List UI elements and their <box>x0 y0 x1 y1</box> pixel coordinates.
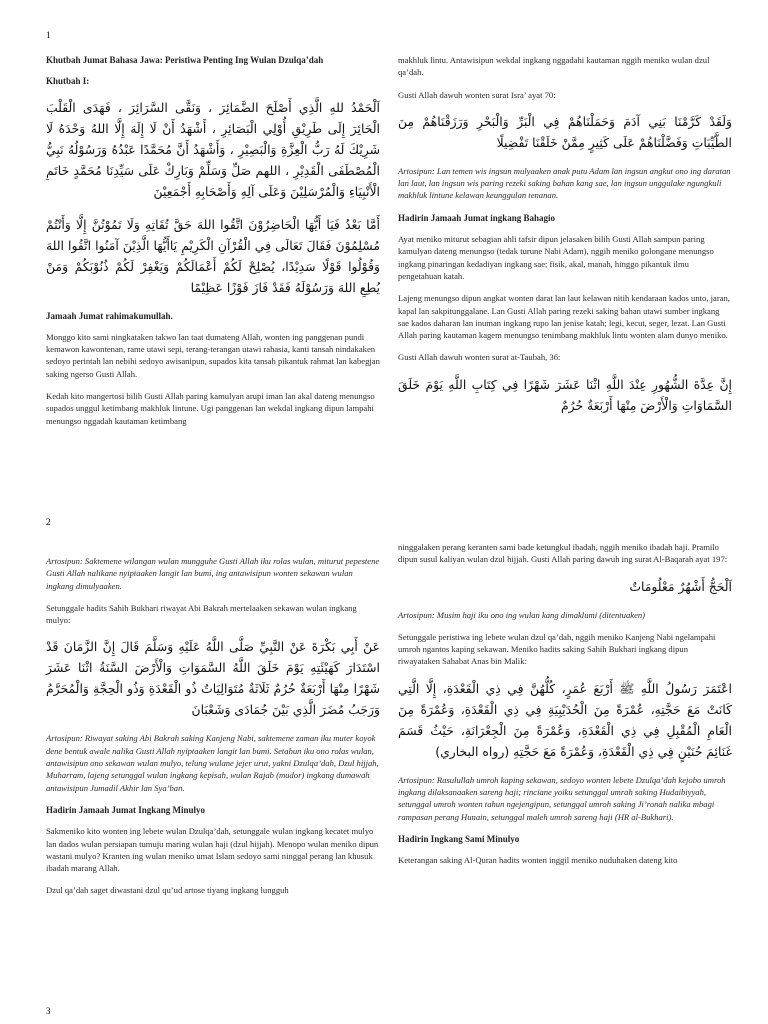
paragraph: ninggalaken perang keranten sami bade ketungkul ibadah, nggih meniko ibadah haji. Pramilo dipun susul kaliyan wulan dzul hijjah. Gusti Allah paring dawuh ing surat Al-Baqarah ayat 197: <box>398 542 728 565</box>
paragraph: Kedah kito mangertosi bilih Gusti Allah paring kamulyan arupi iman lan akal dateng menungso supados unggul ketimbang makhluk lintune. Ugi panggenan lan wekdal ingkang dipun lampahi menungso nggadah kautaman ketimbang <box>46 391 375 426</box>
document-page-2 <box>0 505 768 1000</box>
paragraph: Keterangan saking Al-Quran hadits wonten inggil meniko nuduhaken dateng kito <box>398 855 678 866</box>
arabic-text: اَلْحَمْدُ للهِ الَّذِي أَصْلَحَ الضَّمَائِرَ ، وَنَقَّى السَّرَائِرَ ، فَهَدَى الْقَلْبَ الْحَائِرَ إِلَى طَرِيْقِ أُوْلِي الْبَصَائِرِ ، أَشْهَدُ أَنْ لَا إِلَهَ إِلَّا اللهُ وَحْدَهُ لَا شَرِيْكَ لَهُ رَبُّ الْعِزَّةِ وَالْبَصِيْرِ ، وَأَشْهَدُ أَنَّ مُحَمَّدًا عَبْدُهُ وَرَسُوْلُهُ نَبِيُّ الْمُصْطَفَى الْقَدِيْرِ ، اللهم صَلِّ وَسَلِّمْ وَبَارِكْ عَلَى سَيِّدِنَا مُحَمَّدٍ خَاتَمِ الْأَنْبِيَاءِ وَالْمُرْسَلِيْنَ وَعَلَى آلِهِ وَأَصْحَابِهِ أَجْمَعِيْنَ <box>46 99 380 199</box>
paragraph: makhluk lintu. Antawisipun wekdal ingkang nggadahi kautaman nggih meniko wulan dzul qa’dah. <box>398 55 710 78</box>
translation-paragraph: Artosipun: Musim haji iku ono ing wulan kang dimaklumi (ditentuaken) <box>398 609 646 620</box>
section-heading: Hadirin Jamaah Jumat ingkang Bahagio <box>398 212 556 223</box>
section-heading: Khutbah Jumat Bahasa Jawa: Peristiwa Penting Ing Wulan Dzulqa’dah <box>46 55 324 65</box>
left-column <box>46 555 380 907</box>
section-heading: Khutbah I: <box>46 76 90 87</box>
section-heading: Jamaah Jumat rahimakumullah. <box>46 310 173 321</box>
paragraph: Ayat meniko miturut sebagian ahli tafsir dipun jelasaken bilih Gusti Allah sampun paring kamulyan dateng menungso (tedak turune Nabi Adam), nggih meniko golongane menungso ingkang pinaringan kedadiyan ingkang sae; fisik, akal, manah, hinggo pikantuk ilmu pengetahuan katah. <box>398 234 714 281</box>
paragraph: Monggo kito sami ningkataken takwo lan taat dumateng Allah, wonten ing panggenan pundi kemawon kawontenan, rame utawi sepi, terang-terangan utawi rahasia, kanti tansah nindakaken sedoyo perintah lan nebihi sedoyo awisanipun, supados kita tansah pikantuk rahmat lan kabegjan saking ngerso Gusti Allah. <box>46 331 380 379</box>
page-number: 2 <box>46 517 51 527</box>
arabic-text: وَلَقَدْ كَرَّمْنَا بَنِي آدَمَ وَحَمَلْنَاهُمْ فِي الْبَرِّ وَالْبَحْرِ وَرَزَقْنَاهُمْ مِنَ الطَّيِّبَاتِ وَفَضَّلْنَاهُمْ عَلَى كَثِيرٍ مِمَّنْ خَلَقْنَا تَفْضِيلًا <box>398 113 732 150</box>
paragraph: Sakmeniko kito wonten ing lebete wulan Dzulqa’dah, setunggale wulan ingkang kecatet mulyo lan dados wulan persiapan tumuju maring wulan haji (dzul hijjah). Menopo wulan meniko dipun wastani mulyo? Kranten ing wulan meniko umat Islam sedoyo sami ninggal perang lan khusuk ibadah marang Allah. <box>46 826 379 874</box>
arabic-text: اعْتَمَرَ رَسُولُ اللَّهِ ﷺ أَرْبَعَ عُمَرٍ، كُلُّهُنَّ فِي ذِي الْقَعْدَةِ، إِلَّا الَّتِي كَانَتْ مَعَ حَجَّتِهِ، عُمْرَةً مِنَ الْحُدَيْبِيَةِ فِي ذِي الْقَعْدَةِ، وَعُمْرَةً مِنَ الْعَامِ الْمُقْبِلِ فِي ذِي الْقَعْدَةِ، وَعُمْرَةً مِنَ الْجِعْرَانَةِ، حَيْثُ قَسَمَ غَنَائِمَ حُنَيْنٍ فِي ذِي الْقَعْدَةِ، وَعُمْرَةً مَعَ حَجَّتِهِ (رواه البخاري) <box>398 680 732 759</box>
page-number: 1 <box>46 30 51 40</box>
document-page-1 <box>0 0 768 505</box>
arabic-text: عَنْ أَبِي بَكْرَةَ عَنْ النَّبِيِّ صَلَّى اللَّهُ عَلَيْهِ وَسَلَّمَ قَالَ إِنَّ الزَّمَانَ قَدْ اسْتَدَارَ كَهَيْئَتِهِ يَوْمَ خَلَقَ اللَّهُ السَّمَوَاتِ وَالْأَرْضَ السَّنَةُ اثْنَا عَشَرَ شَهْرًا مِنْهَا أَرْبَعَةٌ حُرُمٌ ثَلَاثَةٌ مُتَوَالِيَاتٌ ذُو الْقَعْدَةِ وَذُو الْحِجَّةِ وَالْمُحَرَّمُ وَرَجَبُ مُضَرَ الَّذِي بَيْنَ جُمَادَى وَشَعْبَانَ <box>46 639 380 718</box>
section-heading: Hadirin Jamaah Jumat Ingkang Minulyo <box>46 804 206 815</box>
left-column <box>46 54 380 437</box>
arabic-text: إِنَّ عِدَّةَ الشُّهُورِ عِنْدَ اللَّهِ اثْنَا عَشَرَ شَهْرًا فِي كِتَابِ اللَّهِ يَوْمَ خَلَقَ السَّمَاوَاتِ وَالْأَرْضَ مِنْهَا أَرْبَعَةٌ حُرُمٌ <box>398 376 732 413</box>
page-number: 3 <box>46 1006 51 1016</box>
arabic-text: اَلْحَجُّ أَشْهُرٌ مَعْلُومَاتٌ <box>629 578 732 594</box>
right-column <box>398 541 732 877</box>
translation-paragraph: Artosipun: Lan temen wis ingsun mulyaaken anak putu Adam lan ingsun angkut ono ing daratan lan laut, lan ingsun wis paring rezeki saking bahan kang sae, lan ingsun unggulake ngungkuli makhluk lintune kelawan keunggulan tenanan. <box>398 165 731 201</box>
right-column <box>398 54 732 428</box>
translation-paragraph: Artosipun: Rasulullah umroh kaping sekawan, sedoyo wonten lebete Dzulqa’dah kejobo umroh ingkang dilaksanaaken sareng haji; rinciane yoiku setunggal umrah saking Hudaibiyyah, setunggal umroh wonten tahun ngejengipun, setunggal umroh saking Ji’ronah nalika mbagi rampasan perang Hunain, setunggal maleh umroh sareng haji (HR al-Bukhari). <box>398 774 726 822</box>
translation-paragraph: Artosipun: Saktemene wilangan wulan mungguhe Gusti Allah iku rolas wulan, miturut pepestene Gusti Allah nalikane nyiptaaken langit lan bumi, ing antawisipun wonten sekawan wulan ingkang dimulyaaken. <box>46 556 380 591</box>
paragraph: Gusti Allah dawuh wonten surat Isra’ ayat 70: <box>398 89 556 100</box>
arabic-text: أَمَّا بَعْدُ فَيَا أَيُّهَا الْحَاضِرُوْنَ اتَّقُوا اللهَ حَقَّ تُقَاتِهِ وَلَا تَمُوْتُنَّ إِلَّا وَأَنْتُمْ مُسْلِمُوْنَ فَقَالَ تَعَالَى فِي الْقُرْآنِ الْكَرِيْمِ يَاأَيُّهَا الَّذِيْنَ آمَنُوا اتَّقُوا اللهَ وَقُوْلُوا قَوْلًا سَدِيْدًا، يُصْلِحْ لَكُمْ أَعْمَالَكُمْ وَيَغْفِرْ لَكُمْ ذُنُوْبَكُمْ وَمَنْ يُطِعِ اللهَ وَرَسُوْلَهُ فَقَدْ فَازَ فَوْزًا عَظِيْمًا <box>46 216 380 295</box>
paragraph: Setunggale hadits Sahih Bukhari riwayat Abi Bakrah mertelaaken sekawan wulan ingkang mulyo: <box>46 602 357 626</box>
paragraph: Lajeng menungso dipun angkat wonten darat lan laut kelawan nitih kendaraan kados unto, jaran, kapal lan sakpitunggalane. Lan Gusti Allah paring rezeki saking bahan utawi sumber ingkang sae kados daharan lan inuman ingkang rupo lan jenise katah; legi, kecut, seger, lezat. Lan Gusti Allah paring kautaman kagem menungso tenimbang makhluk lintu wonten alam dunyo meniko. <box>398 293 730 341</box>
document-page-3 <box>0 1000 768 1024</box>
paragraph: Setunggale peristiwa ing lebete wulan dzul qa’dah, nggih meniko Kanjeng Nabi ngelampahi umroh ngantos kaping sekawan. Meniko hadits saking Sahih Bukhari ingkang dipun riwayataken Sahabat Anas bin Malik: <box>398 631 716 667</box>
paragraph: Gusti Allah dawuh wonten surat at-Taubah, 36: <box>398 352 561 363</box>
section-heading: Hadirin Ingkang Sami Minulyo <box>398 833 520 844</box>
translation-paragraph: Artosipun: Riwayat saking Abi Bakrah saking Kanjeng Nabi, saktemene zaman iku muter koyok dene bentuk awale nalika Gusti Allah nyiptaaken langit lan bumi. Setahun iku ono rolas wulan, antawisipun ono sekawan wulan mulyo, telung wulane jejer urut, yakni Dzulqa’dah, Dzul hijjah, Muharram, lajeng setunggal wulan ingkang kepisah, wulan Rajab (mudor) ingkang dumawah antawisipun Jumadil Akhir lan Sya’ban. <box>46 733 379 793</box>
paragraph: Dzul qa’dah saget diwastani dzul qu’ud artose tiyang ingkang lungguh <box>46 885 289 896</box>
